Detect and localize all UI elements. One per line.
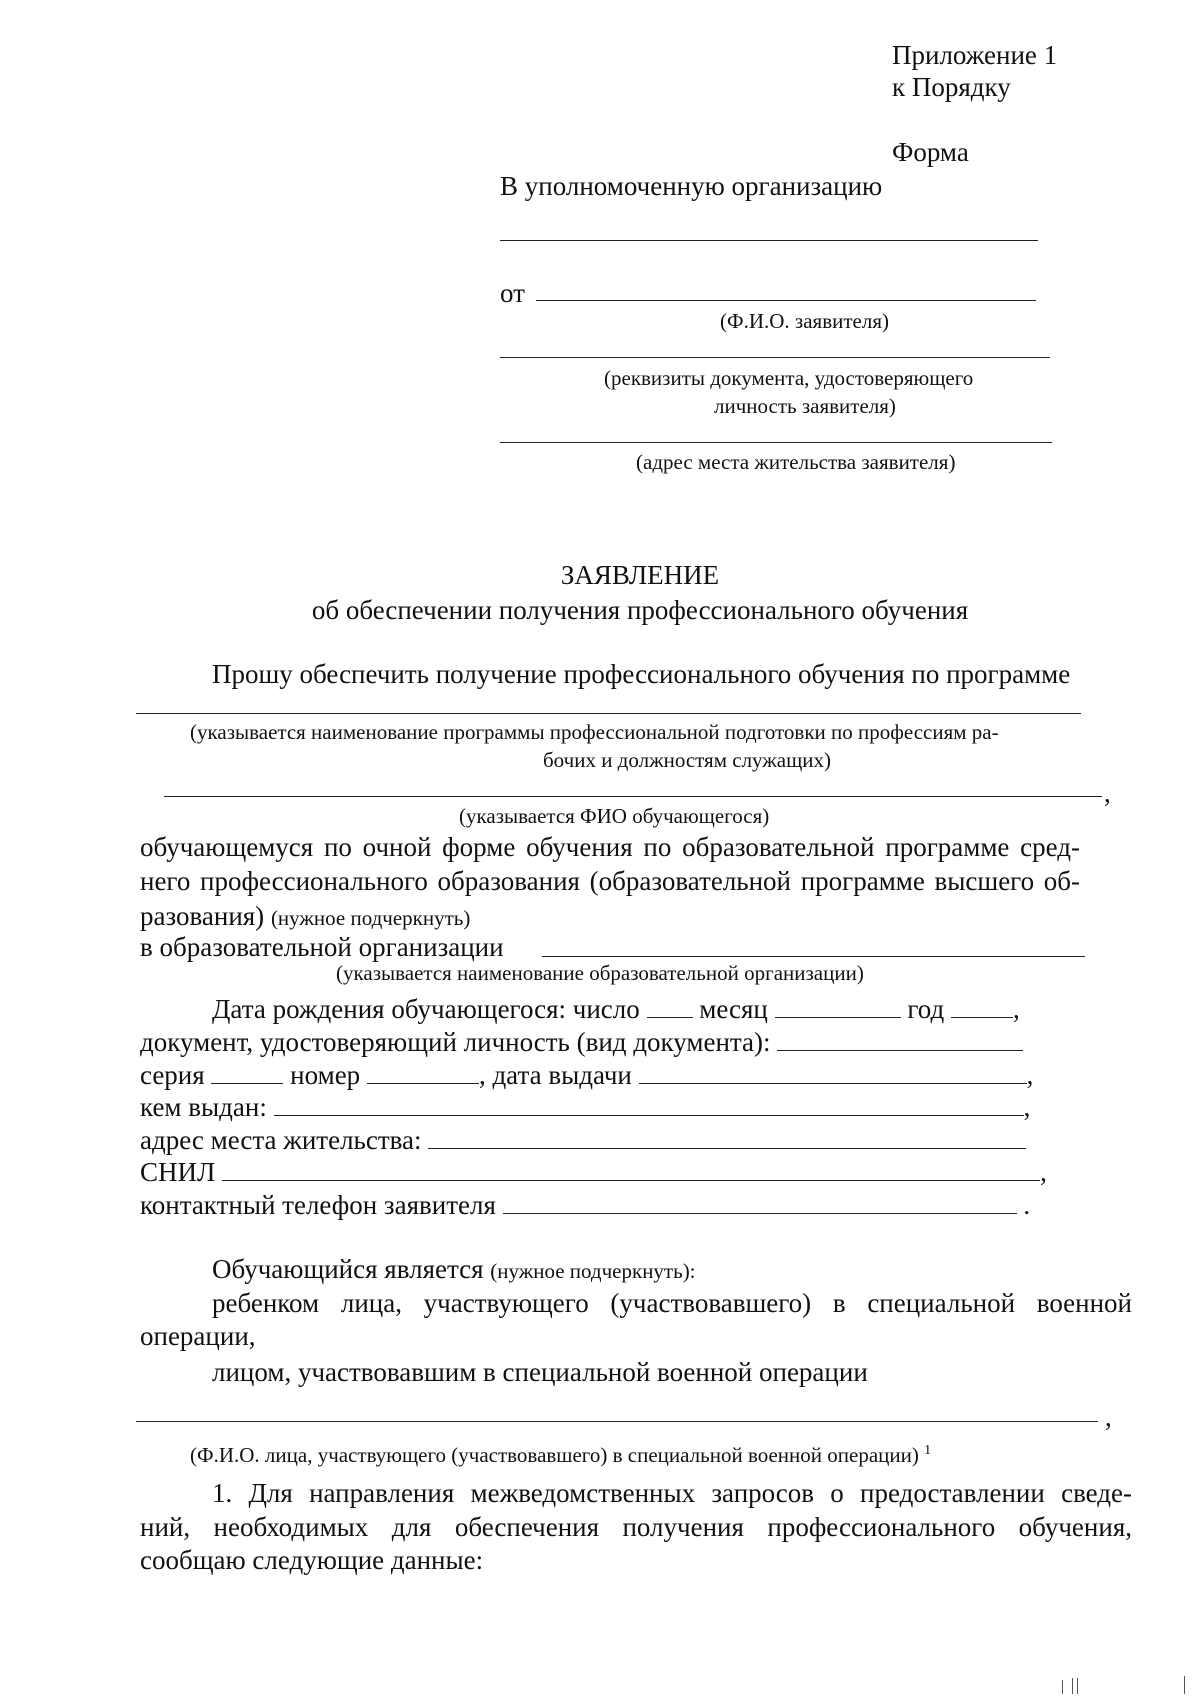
svo-fio-comma: , [1105,1402,1112,1432]
appendix-number: Приложение 1 [892,40,1058,70]
scan-mark [1072,1678,1073,1694]
applicant-address-field[interactable] [500,442,1052,443]
section1-line1: 1. Для направления межведомственных запросов о предоставлении сведе- [212,1478,1132,1508]
program-caption-line1: (указывается наименование программы профессиональной подготовки по профессиям ра- [190,720,999,744]
status-option-child-line2[interactable]: операции, [140,1321,256,1351]
issue-date-label: , дата выдачи [478,1060,632,1090]
series-field[interactable] [211,1061,283,1084]
form-label: Форма [892,137,969,167]
applicant-address-caption: (адрес места жительства заявителя) [636,450,956,474]
series-row-comma: , [1026,1060,1034,1090]
study-line-2: него профессионального образования (образовательной программе высшего об- [140,866,1080,896]
issued-by-field[interactable] [274,1093,1024,1116]
scan-mark [1062,1680,1063,1694]
series-number-row [140,1061,1033,1089]
study-line-3 [140,903,470,930]
residence-label: адрес места жительства: [140,1125,422,1155]
birth-date-row [212,995,1020,1023]
scan-mark [1184,1676,1185,1694]
status-option-child-line1[interactable]: ребенком лица, участвующего (участвовавшего) в специальной военной [212,1288,1132,1318]
svo-fio-caption-row [190,1444,931,1466]
program-name-field[interactable] [136,713,1081,714]
student-fio-field[interactable] [164,796,1102,797]
applicant-fio-caption: (Ф.И.О. заявителя) [720,309,889,333]
status-option-participant[interactable]: лицом, участвовавшим в специальной военной операции [212,1357,868,1387]
birth-row-comma: , [1013,994,1020,1024]
request-line: Прошу обеспечить получение профессионального обучения по программе [212,659,1071,689]
student-fio-comma: , [1104,778,1111,808]
section1-line3: сообщаю следующие данные: [140,1545,484,1575]
status-lead-text: Обучающийся является [212,1254,484,1284]
id-doc-row [140,1028,1023,1056]
applicant-id-caption-line2: личность заявителя) [714,394,896,418]
birth-day-label: Дата рождения обучающегося: число [212,994,640,1024]
snils-field[interactable] [222,1158,1040,1181]
appendix-reference: к Порядку [892,72,1011,102]
applicant-id-field[interactable] [500,357,1050,358]
number-field[interactable] [367,1061,479,1084]
scan-mark [1077,1678,1078,1694]
org-name-field[interactable] [542,956,1085,957]
residence-row [140,1126,1026,1154]
status-lead [212,1256,696,1283]
document-subtitle: об обеспечении получения профессионального обучения [311,595,969,625]
issue-date-field[interactable] [639,1061,1027,1084]
id-doc-type-field[interactable] [777,1028,1023,1051]
from-label: от [500,278,525,308]
birth-year-label: год [907,994,945,1024]
org-label: в образовательной организации [140,932,504,962]
organization-field[interactable] [500,240,1038,241]
phone-field[interactable] [503,1191,1017,1214]
document-title: ЗАЯВЛЕНИЕ [560,560,720,590]
issued-by-comma: , [1023,1092,1031,1122]
svo-participant-fio-field[interactable] [136,1421,1098,1422]
residence-field[interactable] [428,1126,1026,1149]
series-label: серия [140,1060,205,1090]
birth-day-field[interactable] [647,995,693,1018]
footnote-mark: 1 [924,1443,932,1458]
birth-month-field[interactable] [775,995,901,1018]
issued-by-label: кем выдан: [140,1092,267,1122]
applicant-fio-field[interactable] [536,300,1036,301]
org-caption: (указывается наименование образовательной организации) [336,961,864,985]
section1-line2: ний, необходимых для обеспечения получения профессионального обучения, [140,1512,1132,1542]
phone-label: контактный телефон заявителя [140,1190,496,1220]
snils-comma: , [1040,1157,1047,1187]
issued-by-row [140,1093,1030,1121]
study-line-3-text: разования) [140,901,265,931]
phone-period: . [1023,1190,1031,1220]
study-line-1: обучающемуся по очной форме обучения по образовательной программе сред- [140,832,1080,862]
addressee-label: В уполномоченную организацию [500,171,883,201]
snils-row [140,1158,1047,1186]
applicant-id-caption-line1: (реквизиты документа, удостоверяющего [604,366,974,390]
phone-row [140,1191,1030,1219]
svo-fio-caption: (Ф.И.О. лица, участвующего (участвовавшего) в специальной военной операции) [190,1443,919,1467]
number-label: номер [290,1060,361,1090]
status-lead-note: (нужное подчеркнуть): [490,1259,696,1283]
underline-note: (нужное подчеркнуть) [270,906,471,930]
student-fio-caption: (указывается ФИО обучающегося) [459,804,770,828]
program-caption-line2: бочих и должностям служащих) [543,748,832,772]
id-doc-label: документ, удостоверяющий личность (вид документа): [140,1027,771,1057]
birth-year-field[interactable] [951,995,1013,1018]
snils-label: СНИЛ [140,1157,216,1187]
birth-month-label: месяц [699,994,768,1024]
